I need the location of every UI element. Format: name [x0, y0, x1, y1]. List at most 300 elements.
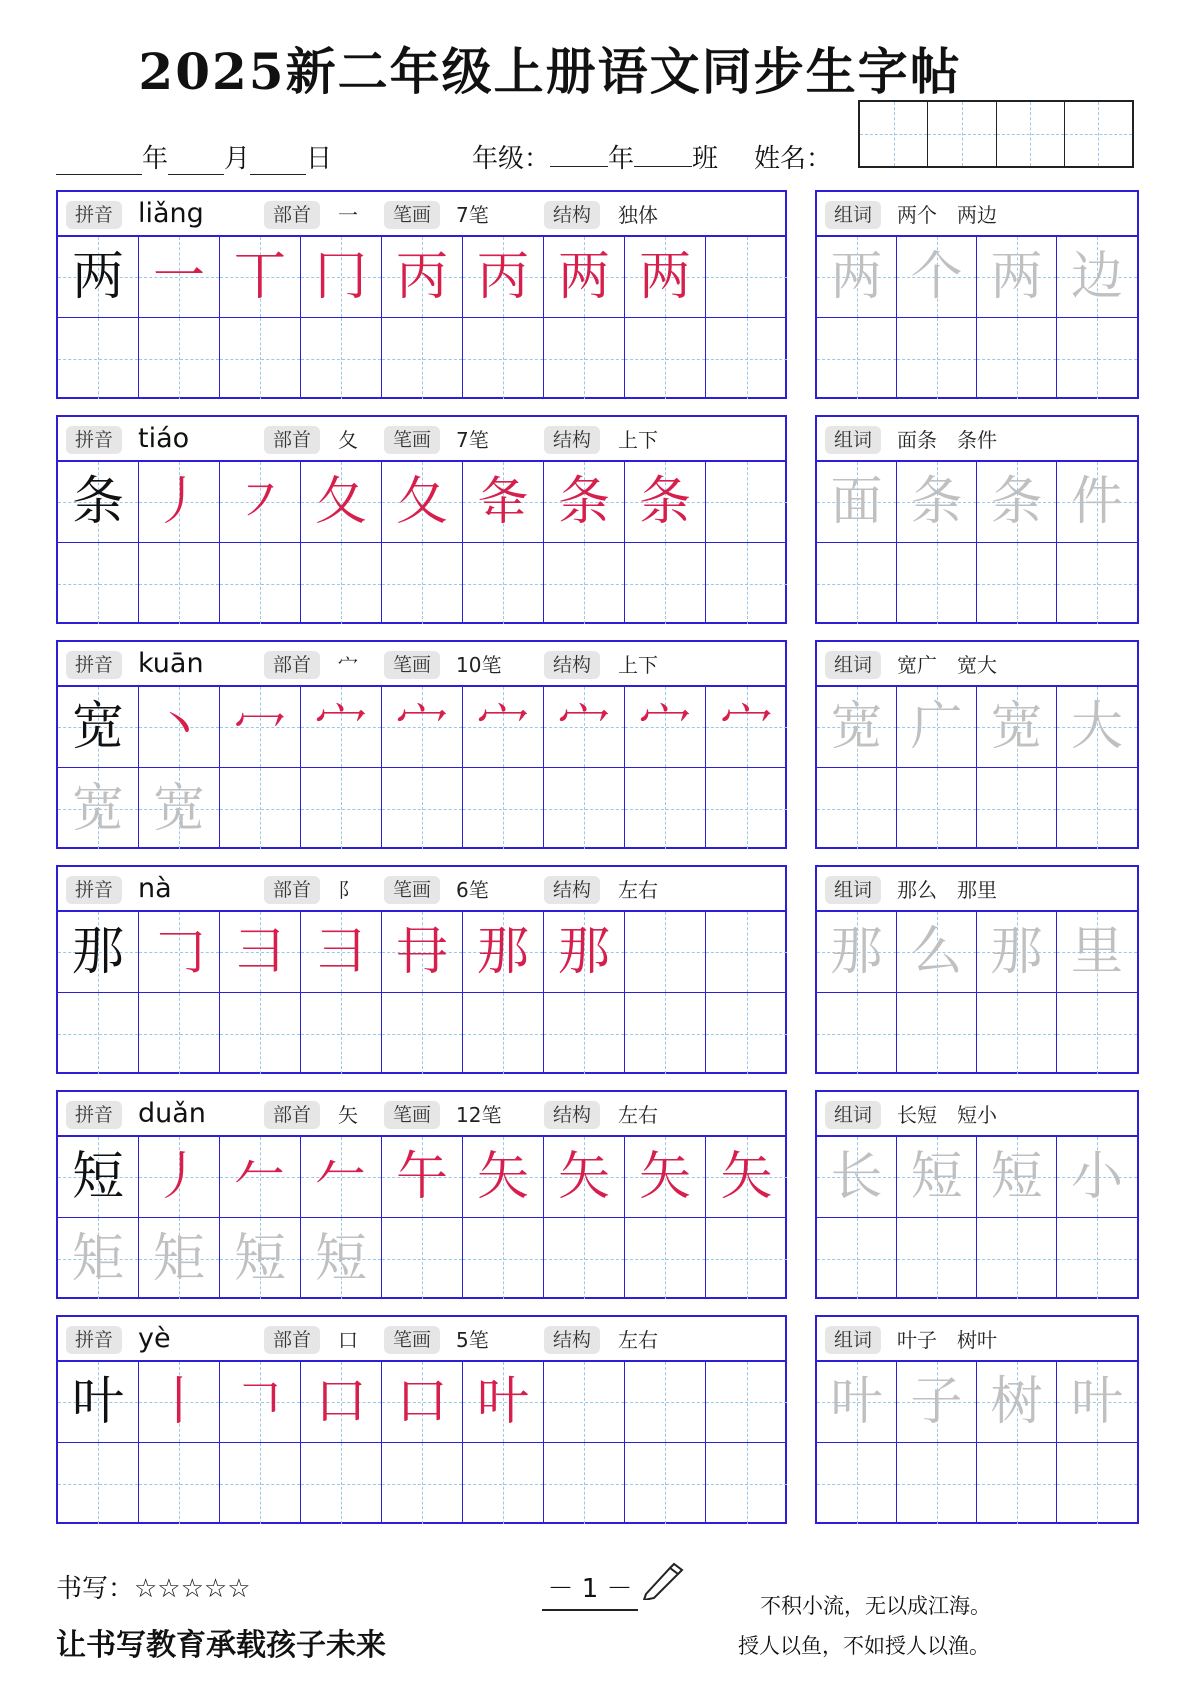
date-line: [56, 138, 332, 175]
word-grid: [817, 1362, 1137, 1524]
grade-blank[interactable]: [550, 144, 608, 167]
lesson-info-bar: [58, 1317, 785, 1362]
page-title: 2025新二年级上册语文同步生字帖: [138, 42, 962, 101]
practice-cell[interactable]: [220, 993, 301, 1074]
word-card: [815, 1090, 1139, 1299]
practice-cell[interactable]: [625, 543, 706, 624]
pinyin-tag: 拼音: [66, 426, 122, 454]
word-cell[interactable]: [977, 912, 1057, 993]
pen-icon: [640, 1560, 684, 1600]
stroke-step: 彐: [233, 922, 286, 982]
word-cell[interactable]: [817, 912, 897, 993]
practice-cell[interactable]: [463, 543, 544, 624]
practice-cell[interactable]: [382, 1362, 463, 1443]
practice-cell[interactable]: [301, 318, 382, 399]
practice-cell[interactable]: [463, 1443, 544, 1524]
class-label: 班: [692, 144, 719, 174]
practice-cell[interactable]: [58, 687, 139, 768]
word-cell[interactable]: [977, 1443, 1057, 1524]
month-blank[interactable]: [168, 152, 224, 175]
structure-value: 左右: [618, 1328, 658, 1352]
practice-cell[interactable]: [58, 1218, 139, 1299]
word-cell[interactable]: [897, 768, 977, 849]
word-trace-character: 边: [1070, 247, 1123, 307]
words-value: 那么 那里: [897, 878, 997, 902]
stroke-step: 叶: [476, 1372, 529, 1432]
practice-cell[interactable]: [58, 237, 139, 318]
practice-cell[interactable]: [301, 543, 382, 624]
practice-cell[interactable]: [706, 318, 787, 399]
practice-grid: [58, 1137, 787, 1299]
word-cell[interactable]: [817, 1362, 897, 1443]
practice-cell[interactable]: [220, 1218, 301, 1299]
stroke-step: 丶: [152, 697, 205, 757]
words-tag: 组词: [825, 651, 881, 679]
stroke-step: 丅: [233, 247, 286, 307]
practice-cell[interactable]: [220, 687, 301, 768]
practice-cell[interactable]: [706, 237, 787, 318]
word-trace-character: 叶: [830, 1372, 883, 1432]
lesson-card: [56, 190, 787, 399]
practice-cell[interactable]: [139, 1362, 220, 1443]
practice-cell[interactable]: [706, 687, 787, 768]
word-info-bar: [817, 1092, 1137, 1137]
practice-cell[interactable]: [544, 993, 625, 1074]
practice-cell[interactable]: [625, 1137, 706, 1218]
word-cell[interactable]: [817, 237, 897, 318]
word-cell[interactable]: [897, 1137, 977, 1218]
practice-cell[interactable]: [625, 237, 706, 318]
practice-cell[interactable]: [463, 912, 544, 993]
word-trace-character: 大: [1070, 697, 1123, 757]
quote-line-2: 授人以鱼，不如授人以渔。: [738, 1634, 990, 1658]
practice-cell[interactable]: [220, 318, 301, 399]
practice-cell[interactable]: [301, 768, 382, 849]
words-value: 叶子 树叶: [897, 1328, 997, 1352]
word-trace-character: 个: [910, 247, 963, 307]
practice-cell[interactable]: [706, 1137, 787, 1218]
practice-cell[interactable]: [382, 1137, 463, 1218]
practice-cell[interactable]: [625, 687, 706, 768]
stroke-step: 夂: [314, 472, 367, 532]
grade-label: 年级：: [472, 144, 551, 174]
practice-cell[interactable]: [544, 543, 625, 624]
stroke-step: 丿: [152, 1147, 205, 1207]
practice-cell[interactable]: [220, 543, 301, 624]
structure-tag: 结构: [544, 1326, 600, 1354]
strokes-value: 7笔: [456, 428, 489, 452]
practice-cell[interactable]: [139, 462, 220, 543]
lesson-card: [56, 1315, 787, 1524]
strokes-value: 6笔: [456, 878, 489, 902]
words-value: 面条 条件: [897, 428, 997, 452]
stroke-step: 口: [314, 1372, 367, 1432]
strokes-tag: 笔画: [384, 876, 440, 904]
word-info-bar: [817, 417, 1137, 462]
pinyin-value: duǎn: [138, 1098, 206, 1129]
practice-cell[interactable]: [58, 318, 139, 399]
stroke-step: 宀: [557, 697, 610, 757]
structure-value: 左右: [618, 878, 658, 902]
practice-grid: [58, 1362, 787, 1524]
practice-cell[interactable]: [544, 1218, 625, 1299]
grade-year-label: 年: [608, 144, 635, 174]
word-cell[interactable]: [897, 993, 977, 1074]
structure-tag: 结构: [544, 426, 600, 454]
practice-cell[interactable]: [382, 687, 463, 768]
word-cell[interactable]: [817, 993, 897, 1074]
practice-cell[interactable]: [625, 993, 706, 1074]
radical-value: 宀: [338, 653, 358, 677]
practice-cell[interactable]: [706, 993, 787, 1074]
practice-grid: [58, 237, 787, 399]
practice-cell[interactable]: [625, 462, 706, 543]
practice-cell[interactable]: [220, 768, 301, 849]
practice-cell[interactable]: [139, 993, 220, 1074]
lesson-info-bar: [58, 192, 785, 237]
practice-cell[interactable]: [301, 1137, 382, 1218]
practice-cell[interactable]: [58, 993, 139, 1074]
word-cell[interactable]: [817, 462, 897, 543]
practice-cell[interactable]: [463, 768, 544, 849]
practice-cell[interactable]: [463, 687, 544, 768]
words-tag: 组词: [825, 1326, 881, 1354]
practice-cell[interactable]: [544, 687, 625, 768]
radical-tag: 部首: [264, 426, 320, 454]
structure-tag: 结构: [544, 1101, 600, 1129]
word-grid: [817, 462, 1137, 624]
practice-cell[interactable]: [220, 237, 301, 318]
strokes-tag: 笔画: [384, 426, 440, 454]
practice-cell[interactable]: [625, 768, 706, 849]
words-value: 宽广 宽大: [897, 653, 997, 677]
practice-cell[interactable]: [382, 318, 463, 399]
model-character: 短: [71, 1147, 124, 1207]
word-trace-character: 面: [830, 472, 883, 532]
stroke-step: 冄: [395, 922, 448, 982]
practice-cell[interactable]: [382, 543, 463, 624]
word-cell[interactable]: [977, 1362, 1057, 1443]
stroke-step: 那: [557, 922, 610, 982]
word-cell[interactable]: [1057, 993, 1137, 1074]
strokes-value: 10笔: [456, 653, 502, 677]
word-cell[interactable]: [897, 1218, 977, 1299]
stroke-step: ㇇: [233, 472, 286, 532]
practice-cell[interactable]: [544, 1443, 625, 1524]
stroke-step: 丨: [152, 1372, 205, 1432]
stroke-step: 丿: [152, 472, 205, 532]
practice-cell[interactable]: [220, 462, 301, 543]
practice-cell[interactable]: [58, 1443, 139, 1524]
practice-cell[interactable]: [301, 1443, 382, 1524]
practice-cell[interactable]: [301, 462, 382, 543]
practice-cell[interactable]: [463, 1362, 544, 1443]
practice-cell[interactable]: [58, 912, 139, 993]
practice-cell[interactable]: [301, 237, 382, 318]
practice-cell[interactable]: [58, 1137, 139, 1218]
practice-cell[interactable]: [220, 1362, 301, 1443]
practice-cell[interactable]: [706, 1362, 787, 1443]
word-cell[interactable]: [817, 1443, 897, 1524]
word-card: [815, 640, 1139, 849]
word-cell[interactable]: [1057, 912, 1137, 993]
practice-grid: [58, 462, 787, 624]
pinyin-tag: 拼音: [66, 876, 122, 904]
practice-cell[interactable]: [625, 1362, 706, 1443]
practice-cell[interactable]: [544, 462, 625, 543]
stroke-step: 冂: [314, 247, 367, 307]
practice-cell[interactable]: [544, 1362, 625, 1443]
words-value: 两个 两边: [897, 203, 997, 227]
word-cell[interactable]: [1057, 1218, 1137, 1299]
year-label: 年: [142, 144, 169, 174]
name-box[interactable]: [997, 102, 1065, 166]
practice-cell[interactable]: [382, 237, 463, 318]
word-cell[interactable]: [897, 237, 977, 318]
day-label: 日: [306, 144, 333, 174]
practice-cell[interactable]: [139, 543, 220, 624]
practice-cell[interactable]: [139, 1137, 220, 1218]
pinyin-value: liǎng: [138, 198, 204, 229]
stroke-step: 宀: [395, 697, 448, 757]
word-trace-character: 里: [1070, 922, 1123, 982]
year-blank[interactable]: [56, 152, 142, 175]
structure-value: 独体: [618, 203, 658, 227]
quote-line-1: 不积小流，无以成江海。: [760, 1594, 991, 1618]
word-info-bar: [817, 867, 1137, 912]
name-label: 姓名：: [754, 144, 833, 174]
word-trace-character: 么: [910, 922, 963, 982]
word-cell[interactable]: [1057, 1362, 1137, 1443]
words-value: 长短 短小: [897, 1103, 997, 1127]
lesson-info-bar: [58, 417, 785, 462]
pinyin-tag: 拼音: [66, 1101, 122, 1129]
practice-cell[interactable]: [463, 318, 544, 399]
practice-cell[interactable]: [706, 1218, 787, 1299]
word-card: [815, 1315, 1139, 1524]
practice-cell[interactable]: [706, 462, 787, 543]
writing-rating: 书写：☆☆☆☆☆: [56, 1574, 251, 1604]
practice-cell[interactable]: [301, 1218, 382, 1299]
word-cell[interactable]: [897, 1443, 977, 1524]
stroke-step: 𠃌: [152, 922, 205, 982]
radical-value: 一: [338, 203, 358, 227]
word-cell[interactable]: [977, 237, 1057, 318]
practice-cell[interactable]: [544, 768, 625, 849]
practice-cell[interactable]: [58, 1362, 139, 1443]
word-cell[interactable]: [897, 1362, 977, 1443]
practice-cell[interactable]: [544, 912, 625, 993]
word-cell[interactable]: [817, 687, 897, 768]
day-blank[interactable]: [250, 152, 306, 175]
word-trace-character: 那: [990, 922, 1043, 982]
stroke-step: 条: [557, 472, 610, 532]
word-cell[interactable]: [1057, 462, 1137, 543]
word-cell[interactable]: [977, 687, 1057, 768]
practice-cell[interactable]: [139, 318, 220, 399]
pinyin-value: yè: [138, 1323, 171, 1354]
word-card: [815, 415, 1139, 624]
practice-cell[interactable]: [139, 687, 220, 768]
stroke-step: 矢: [720, 1147, 773, 1207]
word-card: [815, 865, 1139, 1074]
practice-cell[interactable]: [625, 912, 706, 993]
word-cell[interactable]: [1057, 1443, 1137, 1524]
word-info-bar: [817, 1317, 1137, 1362]
stroke-step: 宽: [71, 778, 124, 839]
stroke-step: 夂: [395, 472, 448, 532]
class-line: [472, 138, 832, 175]
practice-cell[interactable]: [706, 1443, 787, 1524]
word-trace-character: 长: [830, 1147, 883, 1207]
practice-cell[interactable]: [463, 237, 544, 318]
practice-cell[interactable]: [544, 318, 625, 399]
structure-value: 左右: [618, 1103, 658, 1127]
word-cell[interactable]: [817, 768, 897, 849]
strokes-tag: 笔画: [384, 201, 440, 229]
word-cell[interactable]: [817, 318, 897, 399]
practice-cell[interactable]: [220, 912, 301, 993]
stroke-step: 那: [476, 922, 529, 982]
practice-cell[interactable]: [544, 1137, 625, 1218]
stroke-step: 一: [152, 247, 205, 307]
word-info-bar: [817, 642, 1137, 687]
practice-cell[interactable]: [706, 912, 787, 993]
practice-cell[interactable]: [220, 1443, 301, 1524]
words-tag: 组词: [825, 1101, 881, 1129]
practice-cell[interactable]: [301, 1362, 382, 1443]
practice-cell[interactable]: [220, 1137, 301, 1218]
practice-cell[interactable]: [625, 318, 706, 399]
name-box[interactable]: [1065, 102, 1132, 166]
word-trace-character: 叶: [1070, 1372, 1123, 1432]
lesson-card: [56, 1090, 787, 1299]
word-cell[interactable]: [1057, 768, 1137, 849]
pinyin-tag: 拼音: [66, 201, 122, 229]
stroke-step: 𠂉: [233, 1147, 286, 1207]
practice-cell[interactable]: [139, 912, 220, 993]
practice-cell[interactable]: [382, 1218, 463, 1299]
word-cell[interactable]: [897, 687, 977, 768]
practice-cell[interactable]: [301, 912, 382, 993]
practice-cell[interactable]: [463, 462, 544, 543]
lesson-info-bar: [58, 1092, 785, 1137]
practice-cell[interactable]: [301, 687, 382, 768]
word-cell[interactable]: [817, 1137, 897, 1218]
practice-cell[interactable]: [139, 237, 220, 318]
word-cell[interactable]: [897, 543, 977, 624]
name-boxes[interactable]: [858, 100, 1134, 168]
stroke-step: 矢: [476, 1147, 529, 1207]
stroke-step: 短: [314, 1228, 367, 1289]
word-cell[interactable]: [1057, 1137, 1137, 1218]
word-cell[interactable]: [977, 1218, 1057, 1299]
stroke-step: 宀: [476, 697, 529, 757]
practice-cell[interactable]: [625, 1218, 706, 1299]
word-cell[interactable]: [897, 462, 977, 543]
stroke-step: 矢: [557, 1147, 610, 1207]
lesson-card: [56, 640, 787, 849]
word-cell[interactable]: [977, 993, 1057, 1074]
stroke-step: 两: [557, 247, 610, 307]
model-character: 两: [71, 247, 124, 307]
practice-cell[interactable]: [625, 1443, 706, 1524]
word-cell[interactable]: [1057, 318, 1137, 399]
word-trace-character: 小: [1070, 1147, 1123, 1207]
structure-value: 上下: [618, 653, 658, 677]
word-cell[interactable]: [977, 1137, 1057, 1218]
pinyin-value: kuān: [138, 648, 204, 679]
word-cell[interactable]: [897, 318, 977, 399]
word-cell[interactable]: [817, 1218, 897, 1299]
practice-cell[interactable]: [139, 1443, 220, 1524]
practice-cell[interactable]: [58, 543, 139, 624]
practice-cell[interactable]: [463, 1218, 544, 1299]
radical-value: 夂: [338, 428, 358, 452]
word-trace-character: 宽: [990, 697, 1043, 757]
practice-cell[interactable]: [139, 768, 220, 849]
word-cell[interactable]: [1057, 543, 1137, 624]
month-label: 月: [224, 144, 251, 174]
practice-cell[interactable]: [463, 1137, 544, 1218]
word-cell[interactable]: [977, 462, 1057, 543]
word-cell[interactable]: [977, 318, 1057, 399]
practice-cell[interactable]: [706, 768, 787, 849]
structure-value: 上下: [618, 428, 658, 452]
strokes-value: 5笔: [456, 1328, 489, 1352]
word-trace-character: 宽: [830, 697, 883, 757]
practice-cell[interactable]: [463, 993, 544, 1074]
radical-value: 矢: [338, 1103, 358, 1127]
practice-cell[interactable]: [382, 768, 463, 849]
word-trace-character: 条: [910, 472, 963, 532]
word-cell[interactable]: [1057, 687, 1137, 768]
structure-tag: 结构: [544, 876, 600, 904]
practice-cell[interactable]: [382, 1443, 463, 1524]
practice-cell[interactable]: [382, 993, 463, 1074]
structure-tag: 结构: [544, 201, 600, 229]
practice-cell[interactable]: [301, 993, 382, 1074]
practice-cell[interactable]: [139, 1218, 220, 1299]
practice-cell[interactable]: [58, 768, 139, 849]
stroke-step: 𠃍: [233, 1372, 286, 1432]
word-cell[interactable]: [977, 768, 1057, 849]
stroke-step: 宽: [152, 778, 205, 839]
pinyin-value: nà: [138, 873, 172, 904]
practice-cell[interactable]: [544, 237, 625, 318]
practice-cell[interactable]: [382, 462, 463, 543]
stroke-step: 条: [638, 472, 691, 532]
class-blank[interactable]: [634, 144, 692, 167]
name-box[interactable]: [860, 102, 928, 166]
stroke-step: 矩: [71, 1228, 124, 1289]
pinyin-tag: 拼音: [66, 1326, 122, 1354]
radical-tag: 部首: [264, 1326, 320, 1354]
word-cell[interactable]: [897, 912, 977, 993]
word-cell[interactable]: [1057, 237, 1137, 318]
practice-cell[interactable]: [58, 462, 139, 543]
name-box[interactable]: [928, 102, 996, 166]
stroke-step: 𠂉: [314, 1147, 367, 1207]
slogan: 让书写教育承载孩子未来: [56, 1628, 386, 1663]
radical-tag: 部首: [264, 876, 320, 904]
stroke-step: 矢: [638, 1147, 691, 1207]
word-cell[interactable]: [977, 543, 1057, 624]
word-cell[interactable]: [817, 543, 897, 624]
practice-cell[interactable]: [706, 543, 787, 624]
lesson-card: [56, 865, 787, 1074]
practice-cell[interactable]: [382, 912, 463, 993]
